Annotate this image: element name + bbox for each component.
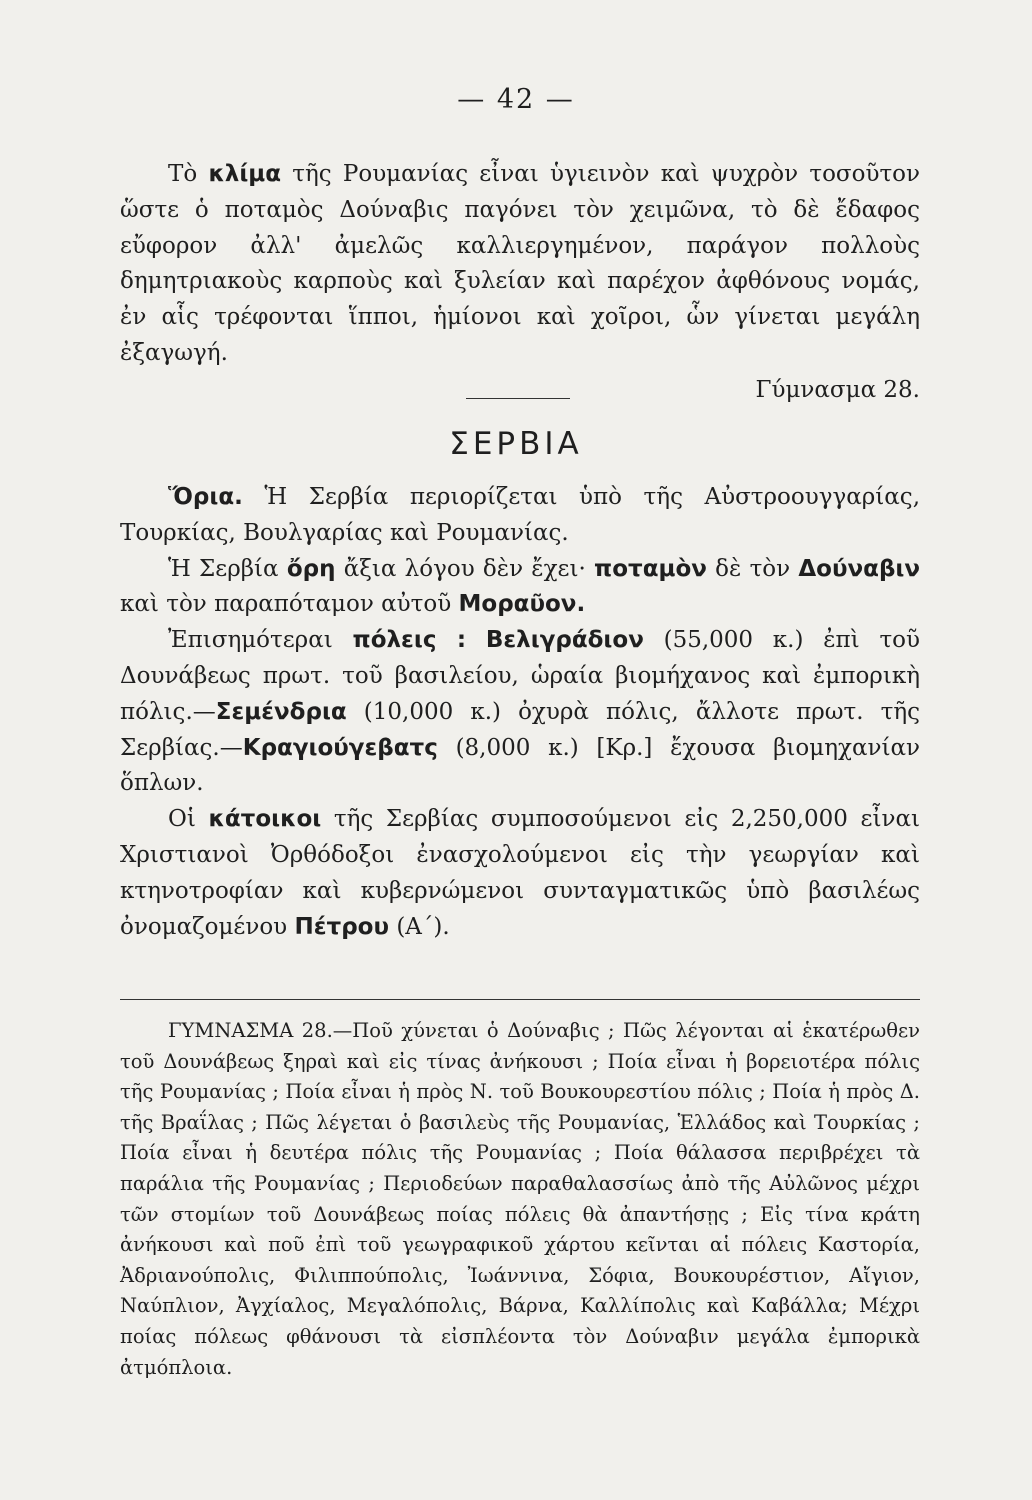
kragujevac-keyword: Κραγιούγεβατς xyxy=(242,734,438,761)
footnote-divider xyxy=(120,999,920,1000)
exercise-footnote: ΓΥΜΝΑΣΜΑ 28.—Ποῦ χύνεται ὁ Δούναβις ; Πῶς λέγονται αἱ ἑκατέρωθεν τοῦ Δουνάβεως ξηραὶ καὶ εἰς τίνας ἀνήκουσι ; Ποία εἶναι ἡ βορειοτέρα πόλις τῆς Ρουμανίας ; Ποία εἶναι ἡ πρὸς Ν. τοῦ Βουκουρεστίου πόλις ; Ποία ἡ πρὸς Δ. τῆς Βραΐλας ; Πῶς λέγεται ὁ βασιλεὺς τῆς Ρουμανίας, Ἑλλάδος καὶ Τουρκίας ; Ποία εἶναι ἡ δευτέρα πόλις τῆς Ρουμανίας ; Ποία θάλασσα περιβρέχει τὰ παράλια τῆς Ρουμανίας ; Περιοδεύων παραθαλασσίως ἀπὸ τῆς Αὐλῶνος μέχρι τῶν στομίων τοῦ Δουνάβεως ποίας πόλεις θὰ ἀπαντήσῃς ; Εἰς τίνα κράτη ἀνήκουσι καὶ ποῦ ἐπὶ τοῦ γεωγραφικοῦ χάρτου κεῖνται αἱ πόλεις Καστορία, Ἀδριανούπολις, Φιλιππούπολις, Ἰωάννινα, Σόφια, Βουκουρέστιον, Αἴγιον, Ναύπλιον, Ἀγχίαλος, Μεγαλόπολις, Βάρνα, Καλλίπολις καὶ Καβάλλα; Μέχρι ποίας πόλεως φθάνουσι τὰ εἰσπλέοντα τὸν Δούναβιν μεγάλα ἐμπορικὰ ἀτμόπλοια. xyxy=(120,1019,920,1379)
short-divider xyxy=(466,398,570,399)
smederevo-keyword: Σεμένδρια xyxy=(215,698,347,725)
cities-text-2: (55,000 κ.) ἐπὶ τοῦ Δουνάβεως πρωτ. τοῦ βασιλείου, ὡραία βιομήχανος καὶ ἐμπορικὴ πόλις.— xyxy=(120,627,920,725)
climate-paragraph xyxy=(120,157,920,372)
belgrade-keyword: Βελιγράδιον xyxy=(485,627,644,654)
exercise-reference: Γύμνασμα 28. xyxy=(755,376,920,403)
inhabitants-keyword: κάτοικοι xyxy=(208,806,322,833)
river-keyword: ποταμὸν xyxy=(594,555,707,582)
mountains-text-1: Ἡ Σερβία xyxy=(168,555,279,582)
peter-keyword: Πέτρου xyxy=(294,913,389,940)
cities-text-1: Ἐπισημότεραι xyxy=(168,627,333,654)
inhabitants-text-2: τῆς Σερβίας συμποσούμενοι εἰς 2,250,000 εἶναι Χριστιανοὶ Ὀρθόδοξοι ἐνασχολούμενοι εἰς τὴν γεωργίαν καὶ κτηνοτροφίαν καὶ κυβερνώμενοι συνταγματικῶς ὑπὸ βασιλέως ὀνομαζομένου xyxy=(120,806,920,940)
borders-text: Ἡ Σερβία περιορίζεται ὑπὸ τῆς Αὐστροουγγαρίας, Τουρκίας, Βουλγαρίας καὶ Ρουμανίας. xyxy=(120,484,920,546)
inhabitants-paragraph xyxy=(120,802,920,945)
serbia-section xyxy=(120,480,920,945)
mountains-text-4: καὶ τὸν παραπόταμον αὐτοῦ xyxy=(120,591,452,618)
mountains-rivers-paragraph xyxy=(120,552,920,624)
footnote-section xyxy=(120,1016,920,1383)
cities-text-4: (8,000 κ.) [Κρ.] ἔχουσα βιομηχανίαν ὅπλων. xyxy=(120,734,920,797)
mountains-text-3: δὲ τὸν xyxy=(715,555,791,582)
inhabitants-text-1: Οἱ xyxy=(168,806,196,833)
inhabitants-text-3: (Α΄). xyxy=(396,913,450,940)
cities-text-3: (10,000 κ.) ὀχυρὰ πόλις, ἄλλοτε πρωτ. τῆς Σερβίας.— xyxy=(120,698,920,761)
climate-section xyxy=(120,157,920,408)
page-number: — 42 — xyxy=(457,84,575,115)
cities-keyword: πόλεις : xyxy=(352,627,467,654)
climate-intro: Τὸ xyxy=(168,161,198,187)
danube-keyword: Δούναβιν xyxy=(798,555,921,582)
climate-keyword: κλίμα xyxy=(208,161,282,187)
borders-keyword: Ὅρια. xyxy=(168,484,243,510)
climate-text: τῆς Ρουμανίας εἶναι ὑγιεινὸν καὶ ψυχρὸν τοσοῦτον ὥστε ὁ ποταμὸς Δούναβις παγόνει τὸν χειμῶνα, τὸ δὲ ἔδαφος εὔφορον ἀλλ' ἀμελῶς καλλιεργημένον, παράγον πολλοὺς δημητριακοὺς καρποὺς καὶ ξυλείαν καὶ παρέχον ἀφθόνους νομάς, ἐν αἷς τρέφονται ἵπποι, ἡμίονοι καὶ χοῖροι, ὧν γίνεται μεγάλη ἐξαγωγή. xyxy=(120,161,921,366)
mountains-keyword: ὄρη xyxy=(286,555,336,582)
cities-paragraph xyxy=(120,623,920,802)
section-title: ΣΕΡΒΙΑ xyxy=(449,426,583,462)
mountains-text-2: ἄξια λόγου δὲν ἔχει· xyxy=(343,555,586,582)
morava-keyword: Μοραῦον. xyxy=(458,591,586,618)
borders-paragraph xyxy=(120,480,920,552)
